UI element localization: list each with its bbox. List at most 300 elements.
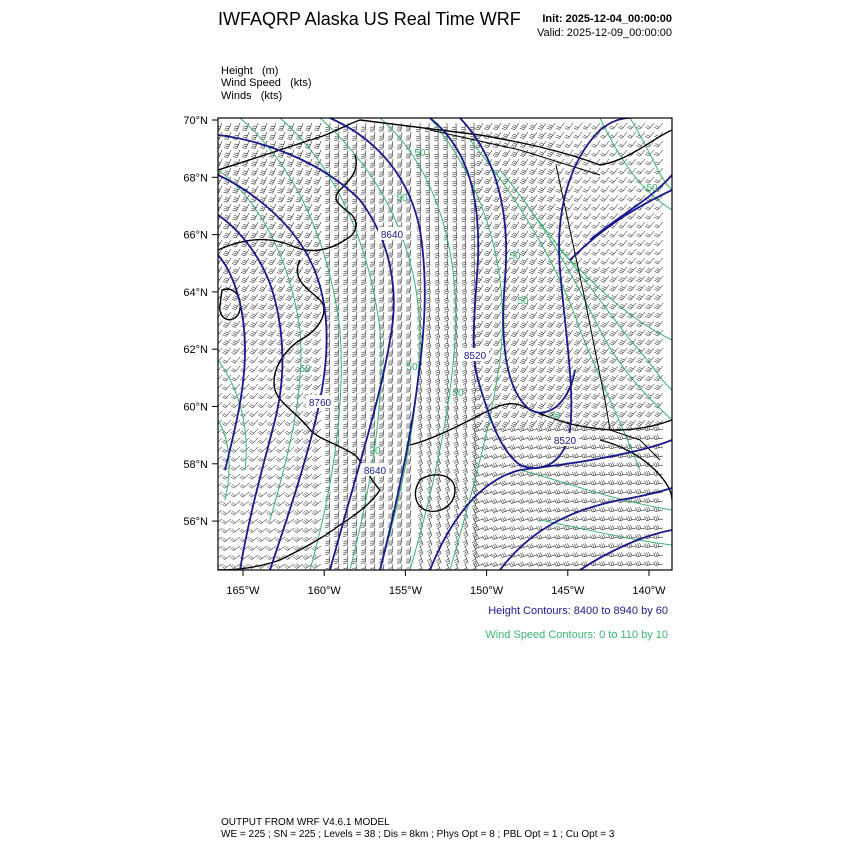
wind-barb-flag [262, 126, 266, 127]
wind-barb-flag [620, 342, 624, 344]
wind-barb-flag [511, 308, 515, 309]
wind-barb-flag [530, 234, 534, 236]
wind-barb-flag [287, 139, 291, 140]
wind-barb-staff [568, 204, 573, 211]
wind-barb-flag [629, 288, 633, 290]
wind-barb-flag [278, 208, 282, 209]
wind-barb-flag [251, 148, 255, 149]
wind-barb-staff [263, 249, 267, 256]
wind-barb-flag [286, 290, 290, 292]
wind-barb-flag [629, 270, 633, 272]
wind-barb-flag [224, 139, 228, 140]
wind-barb-flag [462, 192, 466, 193]
wind-barb-flag [214, 308, 218, 310]
wind-barb-flag [630, 268, 634, 270]
wind-barb-staff [291, 186, 294, 193]
wind-barb-flag [443, 181, 447, 182]
wind-barb-flag [521, 343, 525, 344]
wind-barb-flag [539, 324, 543, 326]
wind-barb-flag [279, 314, 283, 316]
wind-barb-flag [647, 333, 651, 335]
wind-barb-staff [577, 141, 582, 147]
wind-barb-flag [530, 180, 534, 182]
wind-barb-flag [557, 207, 561, 209]
wind-barb-flag [314, 148, 318, 149]
init-time: Init: 2025-12-04_00:00:00 [542, 13, 672, 25]
wind-barb-flag [574, 353, 578, 355]
wind-barb-flag [584, 207, 588, 209]
wind-barb-flag [529, 290, 533, 292]
wind-barb-flag [279, 269, 283, 270]
wind-barb-flag [540, 143, 544, 145]
wind-barb-flag [443, 190, 447, 191]
wind-barb-flag [511, 128, 515, 129]
wind-barb-flag [502, 128, 506, 129]
wind-barb-flag [305, 280, 309, 281]
wind-barb-flag [593, 306, 597, 308]
wind-barb-staff [577, 204, 582, 210]
wind-barb-flag [315, 146, 319, 147]
wind-barb-flag [435, 316, 439, 318]
wind-barb-staff [631, 258, 636, 264]
wind-barb-flag [520, 182, 524, 183]
wind-barb-flag [511, 200, 515, 201]
wind-barb-flag [454, 338, 458, 340]
wind-barb-flag [260, 208, 264, 209]
wind-barb-flag [566, 126, 570, 128]
wind-barb-flag [244, 135, 248, 136]
wind-barb-flag [270, 251, 274, 252]
wind-barb-flag [232, 272, 236, 273]
wind-barb-flag [621, 295, 625, 297]
wind-barb-flag [234, 198, 238, 199]
wind-barb-flag [252, 189, 256, 190]
wind-barb-flag [241, 219, 245, 220]
wind-barb-flag [222, 344, 226, 346]
wind-barb-flag [242, 201, 246, 202]
wind-barb-flag [574, 308, 578, 310]
wind-barb-flag [494, 244, 498, 245]
wind-barb-staff [622, 132, 627, 138]
wind-barb-flag [565, 173, 569, 175]
wind-barb-flag [530, 252, 534, 254]
wind-barb-staff [290, 204, 294, 211]
wind-barb-flag [556, 128, 560, 130]
wind-barb-flag [495, 170, 499, 171]
wind-barb-flag [584, 189, 588, 191]
wind-barb-flag [557, 342, 561, 344]
wind-barb-flag [656, 234, 660, 236]
wind-barb-flag [315, 180, 319, 181]
wind-barb-flag [297, 180, 301, 181]
wind-barb-flag [529, 236, 533, 238]
wind-barb-flag [520, 317, 524, 318]
wind-barb-staff [604, 240, 609, 246]
wind-barb-flag [557, 144, 561, 146]
wind-barb-flag [656, 180, 660, 182]
wind-barb-flag [513, 305, 517, 306]
wind-barb-flag [511, 326, 515, 327]
wind-barb-flag [540, 206, 544, 208]
wind-barb-flag [252, 233, 256, 234]
wind-barb-flag [288, 260, 292, 261]
wind-barb-flag [638, 315, 642, 317]
wind-barb-flag [426, 316, 430, 318]
wind-barb-flag [585, 295, 589, 297]
wind-barb-flag [225, 164, 229, 165]
wind-barb-flag [278, 280, 282, 281]
wind-barb-flag [315, 189, 319, 190]
wind-barb-flag [531, 125, 535, 127]
wind-barb-flag [462, 327, 466, 329]
wind-barb-flag [270, 128, 274, 129]
wind-barb-flag [234, 340, 238, 342]
wind-barb-staff [595, 123, 600, 129]
wind-barb-flag [494, 325, 498, 326]
wind-barb-flag [565, 137, 569, 139]
wind-barb-flag [513, 143, 517, 144]
wind-barb-flag [436, 354, 440, 356]
wind-barb-flag [461, 127, 465, 128]
wind-barb-flag [549, 125, 553, 127]
wind-barb-staff [300, 186, 303, 193]
wind-barb-flag [251, 235, 255, 236]
wind-barb-flag [444, 257, 448, 258]
wind-barb-flag [471, 257, 475, 258]
wind-barb-flag [591, 326, 595, 328]
wind-barb-flag [529, 281, 533, 283]
wind-barb-flag [461, 145, 465, 146]
wind-barb-flag [520, 146, 524, 147]
wind-barb-flag [574, 236, 578, 238]
wind-barb-flag [645, 307, 649, 309]
wind-barb-flag [629, 279, 633, 281]
wind-barb-flag [425, 136, 429, 137]
wind-barb-flag [243, 182, 247, 183]
wind-barb-flag [565, 155, 569, 157]
wind-barb-flag [584, 333, 588, 335]
wind-barb-flag [444, 352, 448, 354]
wind-barb-flag [520, 272, 524, 273]
wind-barb-flag [314, 262, 318, 263]
wind-barb-flag [288, 162, 292, 163]
wind-barb-flag [609, 334, 613, 336]
wind-barb-flag [279, 233, 283, 234]
wind-barb-flag [288, 269, 292, 270]
wind-barb-flag [426, 176, 430, 177]
wind-barb-flag [540, 314, 544, 316]
wind-barb-flag [288, 215, 292, 216]
wind-barb-flag [511, 317, 515, 318]
wind-barb-flag [443, 217, 447, 218]
wind-barb-staff [524, 285, 528, 292]
wind-barb-flag [470, 165, 474, 166]
wind-barb-flag [426, 282, 430, 283]
wind-barb-flag [471, 282, 475, 283]
wind-barb-flag [269, 351, 273, 353]
wind-barb-flag [476, 145, 480, 146]
wind-barb-flag [426, 343, 430, 345]
wind-barb-staff [595, 204, 600, 210]
wind-barb-flag [453, 212, 457, 213]
wind-barb-flag [315, 206, 319, 207]
wind-barb-flag [261, 233, 265, 234]
wind-barb-flag [261, 224, 265, 225]
wind-barb-flag [477, 188, 481, 189]
wind-barb-flag [445, 338, 449, 340]
wind-barb-flag [593, 333, 597, 335]
wind-barb-staff [219, 186, 222, 193]
wind-barb-flag [620, 144, 624, 146]
wind-barb-flag [295, 228, 299, 229]
wind-barb-flag [539, 315, 543, 317]
wind-barb-flag [445, 311, 449, 312]
wind-barb-flag [444, 316, 448, 318]
wind-barb-flag [278, 190, 282, 191]
wind-barb-flag [591, 272, 595, 274]
wind-barb-flag [434, 136, 438, 137]
wind-barb-flag [618, 289, 622, 291]
wind-barb-flag [313, 335, 317, 337]
wind-barb-flag [583, 218, 587, 220]
wind-barb-staff [228, 186, 231, 193]
wind-barb-flag [513, 224, 517, 225]
wind-barb-flag [620, 198, 624, 200]
wind-barb-flag [462, 255, 466, 256]
wind-barb-flag [609, 253, 613, 255]
wind-barb-flag [522, 278, 526, 279]
wind-barb-flag [279, 296, 283, 298]
wind-barb-flag [549, 296, 553, 298]
wind-barb-flag [261, 242, 265, 243]
wind-barb-flag [591, 155, 595, 157]
wind-barb-flag [444, 318, 448, 320]
wind-barb-flag [435, 275, 439, 276]
wind-barb-flag [513, 152, 517, 153]
wind-barb-flag [470, 158, 474, 159]
wind-barb-flag [574, 137, 578, 139]
wind-barb-flag [251, 262, 255, 263]
wind-barb-flag [493, 155, 497, 156]
wind-barb-flag [548, 297, 552, 299]
wind-barb-flag [531, 260, 535, 262]
wind-barb-flag [486, 323, 490, 324]
wind-barb-flag [261, 171, 265, 172]
wind-barb-flag [434, 217, 438, 218]
wind-barb-flag [297, 182, 301, 183]
wind-barb-flag [241, 263, 245, 264]
wind-barb-flag [602, 144, 606, 146]
wind-barb-flag [627, 217, 631, 219]
wind-barb-flag [521, 235, 525, 236]
wind-barb-flag [539, 180, 543, 182]
wind-barb-flag [512, 163, 516, 164]
wind-barb-staff [273, 186, 276, 193]
wind-barb-flag [251, 217, 255, 218]
wind-barb-flag [574, 218, 578, 220]
wind-barb-flag [287, 262, 291, 263]
wind-barb-flag [261, 146, 265, 147]
wind-barb-flag [485, 172, 489, 173]
wind-barb-flag [296, 174, 300, 175]
wind-barb-staff [604, 168, 609, 174]
wind-barb-flag [470, 208, 474, 209]
wind-barb-flag [475, 156, 479, 157]
wind-barb-flag [600, 236, 604, 238]
wind-barb-flag [463, 338, 467, 340]
wind-barb-flag [549, 341, 553, 343]
wind-barb-flag [304, 246, 308, 247]
wind-barb-flag [306, 182, 310, 183]
wind-barb-flag [426, 309, 430, 310]
wind-barb-flag [251, 306, 255, 308]
wind-barb-flag [425, 174, 429, 175]
wind-barb-flag [268, 299, 272, 301]
wind-barb-flag [232, 335, 236, 337]
wind-barb-flag [252, 153, 256, 154]
wind-barb-flag [512, 136, 516, 137]
wind-barb-flag [591, 353, 595, 355]
wind-barb-flag [630, 286, 634, 288]
wind-barb-flag [434, 149, 438, 150]
wind-barb-flag [452, 183, 456, 184]
wind-barb-flag [270, 164, 274, 165]
wind-barb-staff [658, 222, 663, 228]
wind-barb-flag [502, 191, 506, 192]
wind-barb-flag [279, 224, 283, 225]
wind-barb-flag [426, 253, 430, 254]
wind-barb-flag [435, 230, 439, 231]
wind-barb-flag [609, 154, 613, 156]
wind-barb-flag [583, 254, 587, 256]
wind-barb-flag [540, 188, 544, 190]
wind-barb-flag [556, 317, 560, 319]
wind-barb-flag [530, 288, 534, 290]
wind-barb-flag [548, 333, 552, 335]
wind-barb-flag [271, 135, 275, 136]
wind-barb-flag [259, 326, 263, 328]
wind-barb-flag [315, 314, 319, 316]
wind-barb-flag [471, 280, 475, 281]
wind-barb-flag [305, 130, 309, 131]
wind-barb-staff [640, 159, 645, 165]
wind-barb-flag [529, 182, 533, 184]
wind-barb-flag [215, 130, 219, 131]
wind-barb-flag [593, 261, 597, 263]
wind-barb-flag [477, 170, 481, 171]
wind-barb-flag [277, 272, 281, 273]
wind-barb-flag [306, 331, 310, 333]
wind-barb-flag [638, 198, 642, 200]
wind-barb-flag [224, 253, 228, 254]
wind-barb-flag [243, 137, 247, 138]
wind-barb-flag [270, 305, 274, 307]
wind-barb-flag [462, 246, 466, 247]
wind-barb-flag [235, 144, 239, 145]
wind-barb-staff [631, 195, 636, 201]
wind-barb-flag [574, 335, 578, 337]
wind-barb-flag [288, 206, 292, 207]
wind-barb-flag [250, 210, 254, 211]
wind-barb-staff [649, 213, 654, 219]
wind-barb-flag [647, 324, 651, 326]
wind-barb-flag [223, 299, 227, 301]
wind-barb-flag [427, 338, 431, 340]
wind-barb-flag [484, 210, 488, 211]
wind-barb-flag [269, 192, 273, 193]
wind-barb-flag [260, 315, 264, 317]
wind-barb-flag [600, 227, 604, 229]
wind-barb-flag [522, 314, 526, 315]
wind-barb-flag [427, 311, 431, 312]
wind-barb-flag [315, 340, 319, 342]
wind-barb-flag [645, 226, 649, 228]
wind-barb-flag [270, 155, 274, 156]
wind-barb-flag [313, 317, 317, 319]
wind-barb-flag [531, 278, 535, 280]
wind-barb-flag [602, 216, 606, 218]
wind-barb-flag [484, 246, 488, 247]
wind-barb-flag [304, 299, 308, 301]
wind-barb-flag [276, 352, 280, 354]
wind-barb-flag [470, 154, 474, 155]
wind-barb-flag [647, 126, 651, 128]
wind-barb-flag [314, 199, 318, 200]
wind-barb-flag [462, 221, 466, 222]
wind-barb-flag [629, 162, 633, 164]
wind-barb-flag [232, 237, 236, 238]
wind-barb-staff [658, 339, 663, 345]
wind-barb-flag [244, 144, 248, 145]
wind-barb-flag [629, 126, 633, 128]
wind-barb-flag [566, 279, 570, 281]
wind-barb-flag [471, 230, 475, 231]
wind-barb-flag [531, 170, 535, 172]
wind-barb-flag [270, 242, 274, 243]
wind-barb-flag [444, 343, 448, 345]
wind-barb-flag [296, 244, 300, 245]
wind-barb-flag [513, 287, 517, 288]
wind-barb-flag [416, 190, 420, 191]
wind-barb-flag [242, 306, 246, 308]
wind-barb-flag [287, 235, 291, 236]
wind-barb-flag [636, 136, 640, 138]
wind-barb-flag [609, 199, 613, 201]
wind-barb-flag [548, 324, 552, 326]
wind-barb-flag [313, 281, 317, 282]
wind-barb-flag [306, 153, 310, 154]
wind-barb-flag [629, 225, 633, 227]
wind-barb-flag [627, 235, 631, 237]
wind-barb-flag [294, 352, 298, 354]
wind-barb-flag [612, 277, 616, 279]
wind-barb-flag [443, 199, 447, 200]
wind-barb-flag [575, 144, 579, 146]
wind-barb-flag [443, 208, 447, 209]
wind-barb-flag [305, 166, 309, 167]
wind-barb-flag [600, 344, 604, 346]
wind-barb-flag [585, 268, 589, 270]
wind-barb-flag [529, 200, 533, 202]
wind-barb-flag [513, 215, 517, 216]
wind-barb-flag [453, 244, 457, 245]
wind-barb-flag [540, 197, 544, 199]
wind-barb-flag [234, 260, 238, 261]
wind-barb-flag [305, 217, 309, 218]
wind-barb-flag [627, 190, 631, 192]
wind-barb-flag [620, 135, 624, 137]
wind-barb-flag [557, 324, 561, 326]
